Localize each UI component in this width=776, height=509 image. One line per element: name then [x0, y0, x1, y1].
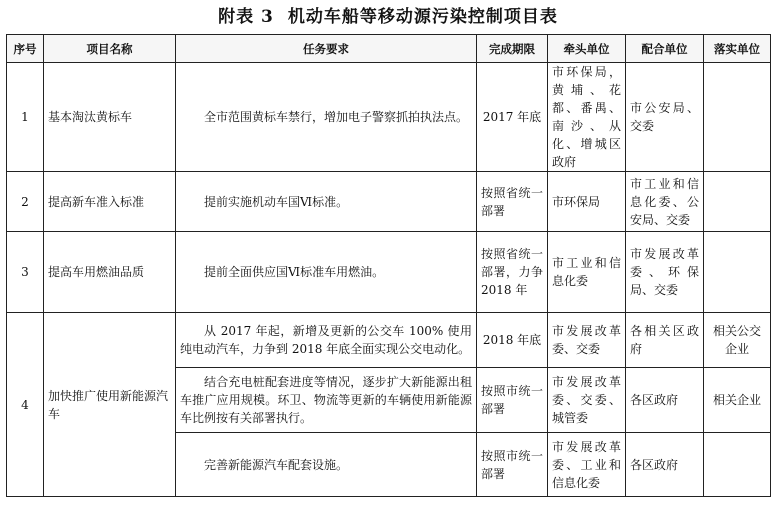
header-no: 序号 [7, 35, 44, 63]
row-coop: 市公安局、交委 [626, 63, 704, 172]
row-coop: 市发展改革委、环保局、交委 [626, 232, 704, 313]
header-name: 项目名称 [44, 35, 176, 63]
row-impl [704, 172, 771, 232]
row-deadline: 2018 年底 [477, 313, 548, 368]
row-deadline: 按照省统一部署 [477, 172, 548, 232]
table-row [7, 172, 771, 232]
header-lead: 牵头单位 [548, 35, 626, 63]
row-no: 4 [7, 313, 44, 497]
header-impl: 落实单位 [704, 35, 771, 63]
row-no: 2 [7, 172, 44, 232]
row-lead: 市发展改革委、交委、城管委 [548, 368, 626, 433]
row-no: 3 [7, 232, 44, 313]
row-deadline: 按照市统一部署 [477, 368, 548, 433]
row-task: 从 2017 年起，新增及更新的公交车 100% 使用纯电动汽车，力争到 2018 年底全面实现公交电动化。 [176, 313, 477, 368]
row-lead: 市发展改革委、工业和信息化委 [548, 433, 626, 497]
row-impl: 相关企业 [704, 368, 771, 433]
title-text: 机动车船等移动源污染控制项目表 [287, 7, 558, 27]
row-name: 提高新车准入标准 [44, 172, 176, 232]
project-table [6, 34, 771, 497]
page-title [0, 2, 776, 32]
header-task: 任务要求 [176, 35, 477, 63]
row-impl [704, 63, 771, 172]
header-deadline: 完成期限 [477, 35, 548, 63]
row-name: 加快推广使用新能源汽车 [44, 313, 176, 497]
header-row [7, 35, 771, 63]
row-lead: 市环保局，黄埔、花都、番禺、南沙、从化、增城区政府 [548, 63, 626, 172]
row-deadline: 按照市统一部署 [477, 433, 548, 497]
row-coop: 市工业和信息化委、公安局、交委 [626, 172, 704, 232]
row-name: 提高车用燃油品质 [44, 232, 176, 313]
row-lead: 市环保局 [548, 172, 626, 232]
row-task: 完善新能源汽车配套设施。 [176, 433, 477, 497]
row-lead: 市工业和信息化委 [548, 232, 626, 313]
row-deadline: 按照省统一部署，力争 2018 年 [477, 232, 548, 313]
row-coop: 各区政府 [626, 368, 704, 433]
row-coop: 各相关区政府 [626, 313, 704, 368]
table-row [7, 232, 771, 313]
header-coop: 配合单位 [626, 35, 704, 63]
row-coop: 各区政府 [626, 433, 704, 497]
row-task: 结合充电桩配套进度等情况，逐步扩大新能源出租车推广应用规模。环卫、物流等更新的车辆使用新能源车比例按有关部署执行。 [176, 368, 477, 433]
row-impl [704, 232, 771, 313]
row-lead: 市发展改革委、交委 [548, 313, 626, 368]
row-no: 1 [7, 63, 44, 172]
row-impl: 相关公交企业 [704, 313, 771, 368]
row-impl [704, 433, 771, 497]
row-task: 提前全面供应国Ⅵ标准车用燃油。 [176, 232, 477, 313]
row-task: 全市范围黄标车禁行，增加电子警察抓拍执法点。 [176, 63, 477, 172]
table-row [7, 63, 771, 172]
row-name: 基本淘汰黄标车 [44, 63, 176, 172]
row-deadline: 2017 年底 [477, 63, 548, 172]
title-prefix: 附表 3 [218, 7, 274, 27]
row-task: 提前实施机动车国Ⅵ标准。 [176, 172, 477, 232]
table-row [7, 313, 771, 368]
